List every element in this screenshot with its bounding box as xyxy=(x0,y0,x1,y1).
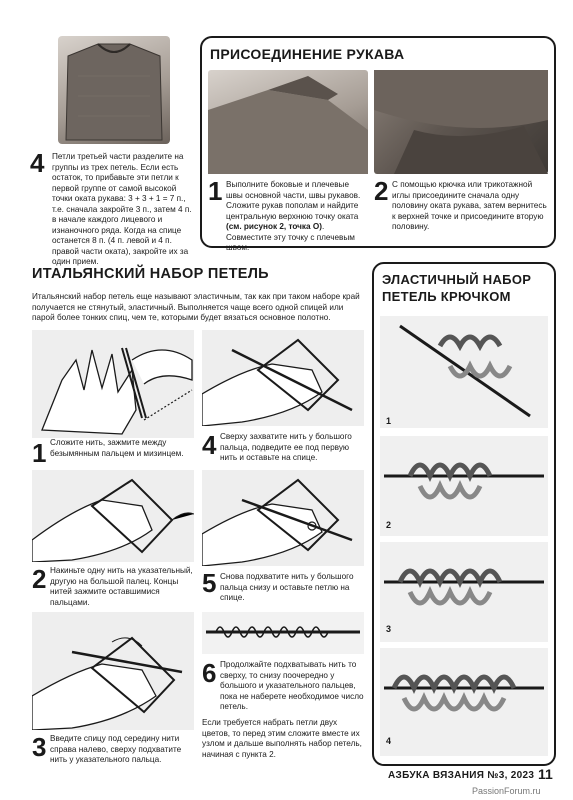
sleeve-join-step2-text: С помощью крючка или трикотажной иглы присоедините сначала одну половину оката рукава, затем вернитесь к верхней точке и присоедините вторую половину. xyxy=(392,180,547,231)
footer-page-number: 11 xyxy=(538,766,553,782)
sleeve-join-step1-number: 1 xyxy=(208,176,223,206)
italian-step5-text: Снова подхватите нить у большого пальца снизу и оставьте петлю на спице. xyxy=(220,572,354,602)
crochet-step2-label: 2 xyxy=(386,520,392,530)
sleeve-join-photo-2 xyxy=(374,70,548,174)
italian-step6-illustration xyxy=(202,612,364,654)
italian-cast-on-title: ИТАЛЬЯНСКИЙ НАБОР ПЕТЕЛЬ xyxy=(32,266,269,282)
italian-step5-number: 5 xyxy=(202,568,217,598)
crochet-step3-label: 3 xyxy=(386,624,392,634)
italian-step2-number: 2 xyxy=(32,564,47,594)
sleeve-join-photo-1 xyxy=(208,70,368,174)
italian-two-color-note: Если требуется набрать петли двух цветов, то перед этим сложите вместе их узлом и дальше выполнять набор петель, начиная с пункта 2. xyxy=(202,718,362,759)
italian-step1-number: 1 xyxy=(32,438,47,468)
crochet-step4-label: 4 xyxy=(386,736,392,746)
italian-step1-text: Сложите нить, зажмите между безымянным пальцем и мизинцем. xyxy=(50,438,184,458)
footer-magazine-title: АЗБУКА ВЯЗАНИЯ №3, 2023 xyxy=(388,770,535,781)
italian-step1-illustration xyxy=(32,330,194,438)
step4-top-number: 4 xyxy=(30,148,45,178)
italian-step4-illustration xyxy=(202,330,364,426)
crochet-step3-illustration xyxy=(380,542,548,642)
italian-step6-text: Продолжайте подхватывать нить то сверху, то снизу поочередно у большого и указательного пальцев, пока не наберете необходимое число петель. xyxy=(220,660,364,711)
footer-watermark: PassionForum.ru xyxy=(472,786,541,796)
sleeve-join-title: ПРИСОЕДИНЕНИЕ РУКАВА xyxy=(210,46,405,62)
crochet-step4-illustration xyxy=(380,648,548,756)
italian-step2-text: Накиньте одну нить на указательный, другую на большой палец. Концы нитей зажмите оставшимися пальцами. xyxy=(50,566,193,607)
crochet-cast-on-title-line1: ЭЛАСТИЧНЫЙ НАБОР xyxy=(382,272,532,287)
italian-step3-number: 3 xyxy=(32,732,47,762)
crochet-cast-on-title-line2: ПЕТЕЛЬ КРЮЧКОМ xyxy=(382,289,511,304)
italian-step4-text: Сверху захватите нить у большого пальца, подведите ее под первую нить и оставьте на спице. xyxy=(220,432,352,462)
italian-step4-number: 4 xyxy=(202,430,217,460)
step4-top-text: Петли третьей части разделите на группы из трех петель. Если есть остаток, то прибавьте эти петли к первой группе от самой высокой точки оката рукава: 3 + 3 + 1 = 7 п., т.е. сначала закройте 3 п., затем 4 п. в начале каждого лицевого и изнаночного ряда. Когда на спице останется 8 п. (4 п. левой и 4 п. правой части оката), закройте их за один прием. xyxy=(52,152,192,266)
italian-step2-illustration xyxy=(32,470,194,562)
crochet-step1-label: 1 xyxy=(386,416,392,426)
sleeve-join-step2-number: 2 xyxy=(374,176,389,206)
sweater-photo xyxy=(58,36,170,144)
crochet-step2-illustration xyxy=(380,436,548,536)
italian-step6-number: 6 xyxy=(202,658,217,688)
sleeve-join-step1-text: Выполните боковые и плечевые швы основной части, швы рукавов. Сложите рукав пополам и найдите центральную верхнюю точку оката (см. рисунок 2, точка О). Совместите эту точку с плечевым швом. xyxy=(226,180,361,252)
italian-step3-illustration xyxy=(32,612,194,730)
crochet-step1-illustration xyxy=(380,316,548,428)
italian-cast-on-intro: Итальянский набор петель еще называют эластичным, так как при таком наборе край получается не стянутый, эластичный. Выполняется чаще всего одной спицей или парой более тонких спиц, чем те, которыми будет вязаться основное полотно. xyxy=(32,292,360,322)
italian-step3-text: Введите спицу под середину нити справа налево, сверху подхватите нить у указательного пальца. xyxy=(50,734,182,764)
italian-step5-illustration xyxy=(202,470,364,566)
